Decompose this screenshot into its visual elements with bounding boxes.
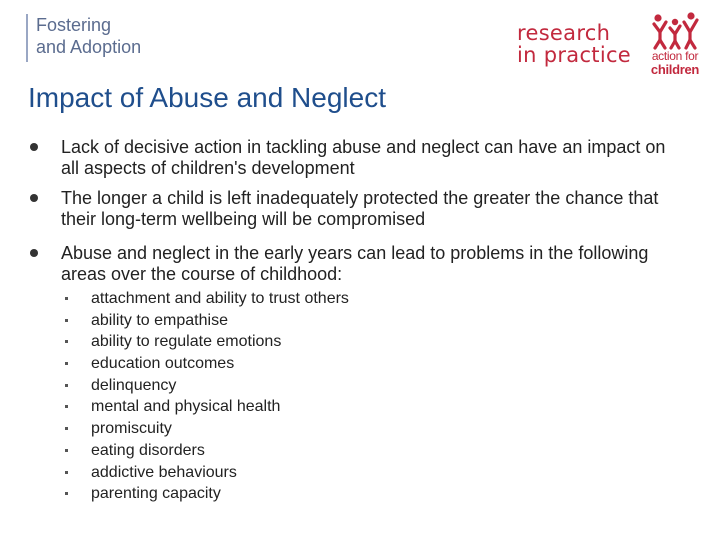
children-figures-icon [646, 10, 704, 50]
sub-bullet-text: education outcomes [91, 355, 235, 373]
bullet-item [28, 243, 688, 285]
sub-bullet-text: addictive behaviours [91, 463, 237, 481]
sub-bullet-item [62, 440, 349, 462]
sub-bullet-list [62, 288, 349, 505]
sub-bullet-text: attachment and ability to trust others [91, 290, 349, 307]
logo-line-2: and Adoption [36, 37, 142, 57]
rip-logo-line-2: in practice [517, 43, 632, 67]
sub-bullet-dot-icon [65, 471, 68, 474]
sub-bullet-item [62, 483, 349, 505]
bullet-text: Lack of decisive action in tackling abuse and neglect can have an impact on all aspects of children's development [61, 137, 666, 178]
sub-bullet-text: ability to regulate emotions [91, 333, 282, 351]
afc-logo-line-1: action for [651, 49, 699, 63]
sub-bullet-dot-icon [65, 297, 68, 300]
logo-line-1: Fostering [36, 15, 112, 35]
sub-bullet-item [62, 288, 349, 310]
sub-bullet-dot-icon [65, 492, 68, 495]
bullet-text: The longer a child is left inadequately protected the greater the chance that their long-term wellbeing will be compromised [61, 188, 659, 229]
sub-bullet-text: mental and physical health [91, 398, 281, 416]
bullet-item [28, 188, 688, 230]
rip-logo-line-1: research [517, 21, 611, 45]
bullet-dot-icon [30, 194, 38, 202]
sub-bullet-text: parenting capacity [91, 485, 221, 503]
sub-bullet-text: eating disorders [91, 441, 205, 459]
sub-bullet-dot-icon [65, 362, 68, 365]
afc-logo-line-2: children [650, 62, 700, 77]
slide-title: Impact of Abuse and Neglect [28, 82, 386, 113]
sub-bullet-item [62, 353, 349, 375]
main-bullet-list [28, 135, 688, 285]
bullet-dot-icon [30, 249, 38, 257]
sub-bullet-dot-icon [65, 405, 68, 408]
research-in-practice-logo [517, 22, 631, 66]
sub-bullet-dot-icon [65, 384, 68, 387]
sub-bullet-item [62, 396, 349, 418]
afc-logo-text [646, 50, 704, 76]
sub-bullet-item [62, 418, 349, 440]
sub-bullet-dot-icon [65, 340, 68, 343]
bullet-text: Abuse and neglect in the early years can lead to problems in the following areas over the course of childhood: [61, 243, 649, 284]
sub-bullet-item [62, 462, 349, 484]
action-for-children-logo [646, 10, 704, 80]
sub-bullet-dot-icon [65, 427, 68, 430]
sub-bullet-dot-icon [65, 319, 68, 322]
fostering-adoption-logo [26, 14, 141, 62]
sub-bullet-item [62, 310, 349, 332]
bullet-dot-icon [30, 143, 38, 151]
sub-bullet-text: ability to empathise [91, 311, 228, 329]
sub-bullet-item [62, 331, 349, 353]
sub-bullet-item [62, 375, 349, 397]
sub-bullet-text: delinquency [91, 376, 177, 394]
sub-bullet-text: promiscuity [91, 420, 172, 438]
bullet-item [28, 137, 688, 179]
sub-bullet-dot-icon [65, 449, 68, 452]
